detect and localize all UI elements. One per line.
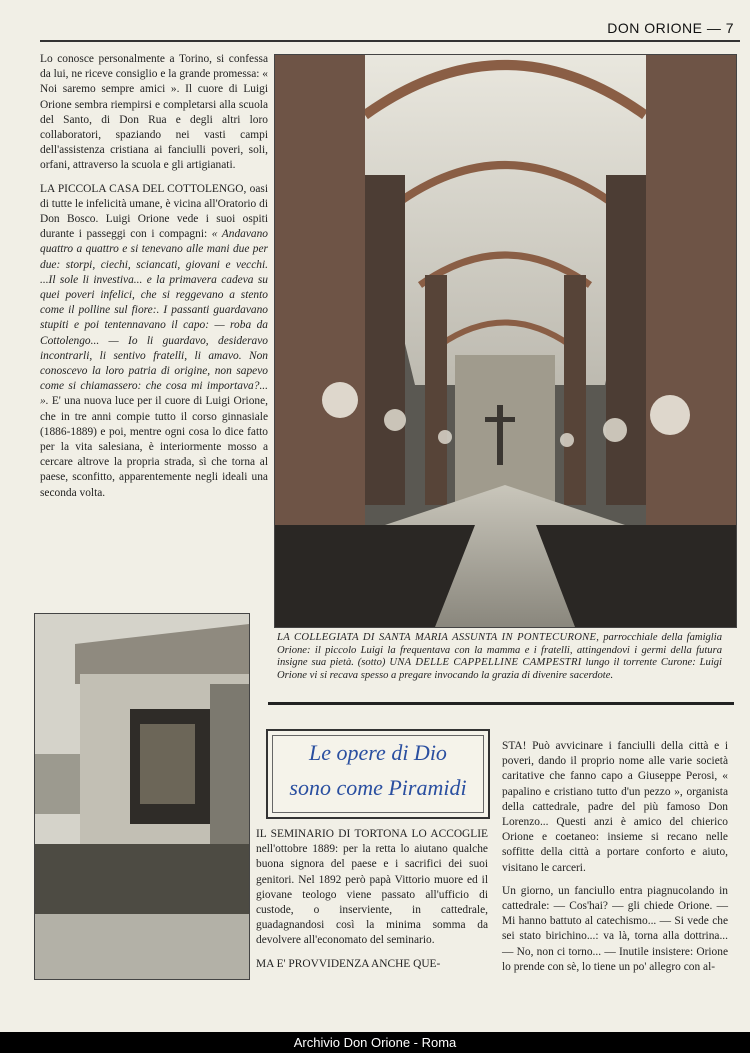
cottolengo-end: E' una nuova luce per il cuore di Luigi Orione, che in tre anni compie tutto il corso ginnasiale (1886-1889) e poi, mentre ogni cosa lo dice fatto per la vita salesiana, è interiormente mosso a cercare altrove la propria strada, sì che torna al paese, sconfitto, apparentemente negli ideali una seconda volta.	[40, 395, 268, 499]
church-interior-photo	[274, 54, 737, 628]
bottom-left-column-text	[256, 827, 488, 980]
bottom-right-column-text	[502, 739, 728, 983]
section-title-line-1: Le opere di Dio	[309, 740, 447, 765]
left-column-text	[40, 52, 268, 509]
country-chapel-photo	[34, 613, 250, 980]
page-header-title: DON ORIONE — 7	[607, 20, 734, 36]
cottolengo-lead: LA PICCOLA CASA DEL COTTOLENGO, oasi di tutte le infelicità umane, è vicina all'Oratorio di Don Bosco. Luigi Orione vede i suoi ospiti durante i passeggi con i compagni:	[40, 182, 268, 241]
church-photo-caption	[277, 632, 722, 682]
paragraph-providence-cont: STA! Può avvicinare i fanciulli della città e i poveri, dando il proprio nome alle varie società caritative che fanno capo a Giuseppe Perosi, « papalino e cristiano tutto d'un pezzo », organista della cattedrale, padre del più famoso Don Lorenzo... Questi anzi è amico del chierico Orione e coetaneo: insieme si recano nelle soffitte della città a portare conforto e aiuto, visitano le carceri.	[502, 740, 728, 874]
paragraph-intro: Lo conosce personalmente a Torino, si confessa da lui, ne riceve consiglio e la grande promessa: « Noi saremo sempre amici ». Il cuore di Luigi Orione sembra riempirsi e completarsi alla scuola del Santo, di Don Rua e degli altri loro collaboratori, spaziando nei vasti campi dell'assistenza cristiana ai fanciulli poveri, soli, orfani, attraverso la scuola e gli artigianati.	[40, 53, 268, 172]
section-title-box	[266, 729, 490, 819]
church-nave-illustration	[275, 55, 736, 627]
caption-chapel-name: UNA DELLE CAPPELLINE CAMPESTRI	[389, 657, 582, 669]
section-divider	[268, 702, 734, 705]
page-header	[40, 18, 740, 42]
paragraph-seminary: IL SEMINARIO DI TORTONA LO ACCOGLIE nell'ottobre 1889: per la retta lo aiutano qualche buona signora del paese e i sacrifici dei suoi genitori. Nel 1892 però papà Vittorio muore ed il giovane teologo viene passato all'ufficio di custode, o inserviente, in cattedrale, guadagnandosi così la minima somma da devolvere all'economato del seminario.	[256, 828, 488, 947]
archive-footer: Archivio Don Orione - Roma	[0, 1032, 750, 1053]
caption-text-1: parrocchiale della famiglia Orione: il piccolo Luigi la frequentava con la mamma e i fratelli, attingendovi i germi della futura insigne sua pietà. (sotto)	[277, 632, 722, 669]
section-title-line-2: sono come Piramidi	[289, 775, 467, 800]
caption-text-2: lungo il torrente Curone: Luigi Orione vi si recava spesso a pregare invocando la grazia di divenire sacerdote.	[277, 657, 722, 681]
paragraph-providence-start: MA E' PROVVIDENZA ANCHE QUE-	[256, 957, 441, 970]
paragraph-cottolengo	[40, 182, 268, 501]
paragraph-child-story: Un giorno, un fanciullo entra piagnucolando in cattedrale: — Cos'hai? — gli chiede Orione. — Mi hanno battuto al catechismo... — Si vede che sei stato birichino...: va là, torna alla dottrina... — No, non ci torno... — Inutile insistere: Orione lo prende con sè, lo tiene un po' allegro con al-	[502, 884, 728, 973]
caption-church-name: LA COLLEGIATA DI SANTA MARIA ASSUNTA IN PONTECURONE,	[277, 632, 600, 643]
cottolengo-quote: « Andavano quattro a quattro e si tenevano alle mani due per due: storpi, ciechi, sciancati, giovani e vecchi. ...Il sole li investiva... e la primavera cadeva su quei poveri infelici, che si reggevano a stento come il polline sul fiore:. I passanti guardavano stupiti e poi tentennavano il capo: — roba da Cottolengo... — Io li guardavo, desideravo incontrarli, li sentivo fratelli, li amavo. Non conoscevo la loro patria di origine, non sapevo come si chiamassero: che cosa mi importava?... ».	[40, 228, 268, 408]
chapel-illustration	[35, 614, 249, 979]
